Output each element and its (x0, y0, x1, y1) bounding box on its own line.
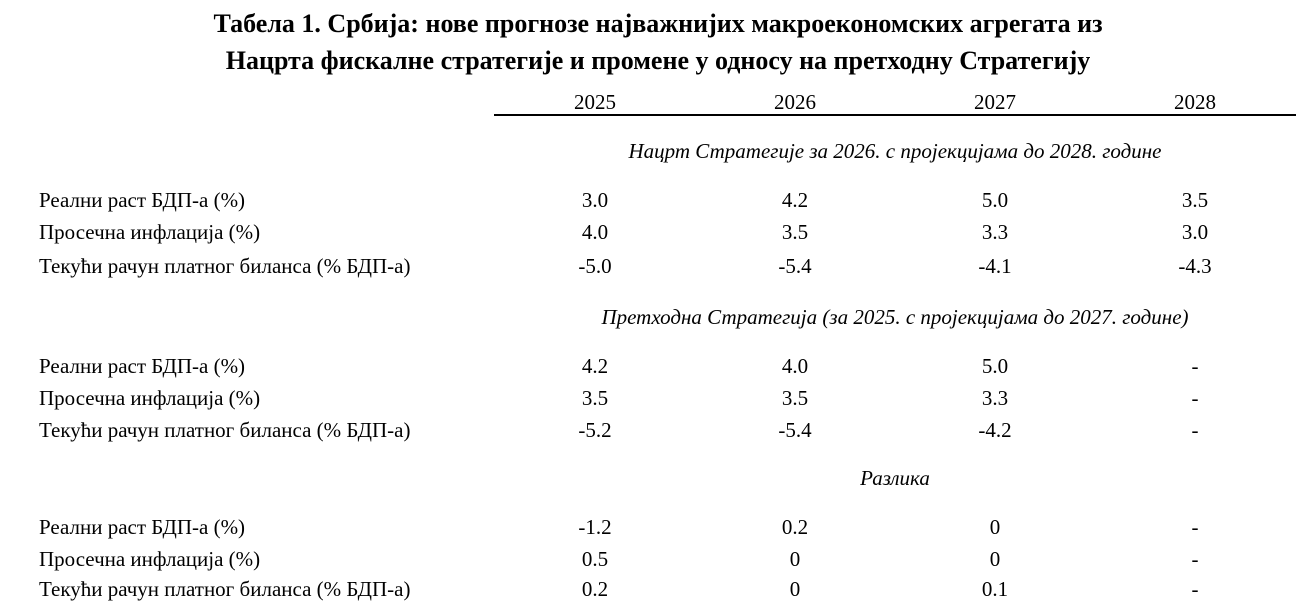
row-label: Просечна инфлација (%) (39, 547, 261, 571)
table-cell: 0.2 (581, 577, 609, 601)
table-cell: 0 (989, 547, 1001, 571)
year-header-2027: 2027 (974, 90, 1016, 114)
table-title-line-1: Табела 1. Србија: нове прогнозе најважнијих макроекономских агрегата из (213, 9, 1103, 38)
table-cell: - (1191, 386, 1199, 410)
table-cell: 4.2 (581, 354, 609, 378)
table-cell: -5.0 (578, 254, 612, 278)
table-cell: 5.0 (981, 354, 1009, 378)
table-cell: 3.0 (581, 188, 609, 212)
table-cell: -5.2 (578, 418, 612, 442)
table-cell: 3.3 (981, 386, 1009, 410)
table-cell: 3.5 (781, 220, 809, 244)
table-cell: 3.5 (1181, 188, 1209, 212)
table-title-line-2: Нацрта фискалне стратегије и промене у односу на претходну Стратегију (225, 46, 1091, 75)
table-cell: -5.4 (778, 254, 812, 278)
row-label: Реални раст БДП-а (%) (39, 515, 246, 539)
table-cell: - (1191, 515, 1199, 539)
row-label: Просечна инфлација (%) (39, 386, 261, 410)
table-cell: 3.3 (981, 220, 1009, 244)
table-cell: - (1191, 354, 1199, 378)
row-label: Текући рачун платног биланса (% БДП-а) (39, 254, 411, 278)
table-cell: -1.2 (578, 515, 612, 539)
row-label: Текући рачун платног биланса (% БДП-а) (39, 577, 411, 601)
table-cell: 0 (989, 515, 1001, 539)
table-cell: -5.4 (778, 418, 812, 442)
table-cell: 0 (789, 547, 801, 571)
table-cell: 3.5 (581, 386, 609, 410)
table-cell: 0 (789, 577, 801, 601)
table-cell: - (1191, 547, 1199, 571)
section-title: Претходна Стратегија (за 2025. с пројекцијама до 2027. године) (601, 305, 1189, 329)
year-header-2026: 2026 (774, 90, 816, 114)
row-label: Реални раст БДП-а (%) (39, 188, 246, 212)
table-cell: -4.1 (978, 254, 1012, 278)
year-header-2028: 2028 (1174, 90, 1216, 114)
row-label: Текући рачун платног биланса (% БДП-а) (39, 418, 411, 442)
table-cell: 3.5 (781, 386, 809, 410)
year-header-2025: 2025 (574, 90, 616, 114)
table-cell: 4.0 (781, 354, 809, 378)
row-label: Реални раст БДП-а (%) (39, 354, 246, 378)
table-cell: 0.5 (581, 547, 609, 571)
table-cell: 0.1 (981, 577, 1009, 601)
table-cell: 4.0 (581, 220, 609, 244)
section-title: Разлика (860, 466, 930, 490)
table-cell: 5.0 (981, 188, 1009, 212)
table-cell: 3.0 (1181, 220, 1209, 244)
section-title: Нацрт Стратегије за 2026. с пројекцијама до 2028. године (628, 139, 1162, 163)
table-cell: -4.2 (978, 418, 1012, 442)
table-cell: - (1191, 418, 1199, 442)
row-label: Просечна инфлација (%) (39, 220, 261, 244)
table-cell: - (1191, 577, 1199, 601)
table-cell: 4.2 (781, 188, 809, 212)
table-cell: -4.3 (1178, 254, 1212, 278)
table-cell: 0.2 (781, 515, 809, 539)
header-rule (494, 114, 1296, 116)
